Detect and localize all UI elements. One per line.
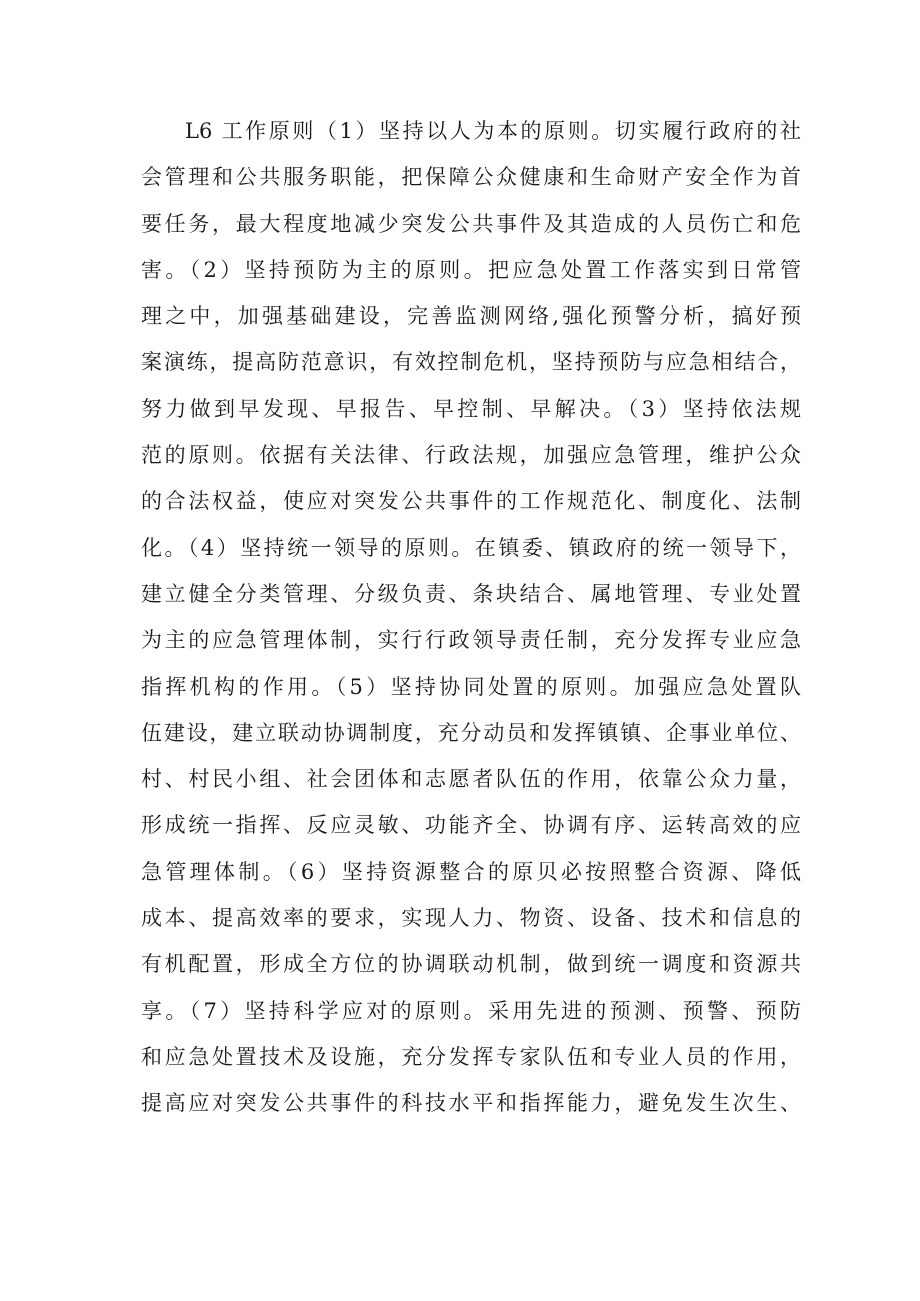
text-line: 化。（4）坚持统一领导的原则。在镇委、镇政府的统一领导下， <box>141 535 801 560</box>
text-line: 会管理和公共服务职能，把保障公众健康和生命财产安全作为首 <box>141 165 801 190</box>
text-line: 建立健全分类管理、分级负责、条块结合、属地管理、专业处置 <box>141 581 801 606</box>
text-line: 村、村民小组、社会团体和志愿者队伍的作用，依靠公众力量， <box>141 767 801 792</box>
text-line: 范的原则。依据有关法律、行政法规，加强应急管理，维护公众 <box>141 443 801 468</box>
text-line: 急管理体制。（6）坚持资源整合的原贝必按照整合资源、降低 <box>141 859 801 884</box>
text-line: 为主的应急管理体制，实行行政领导责任制，充分发挥专业应急 <box>141 628 801 653</box>
text-line: 案演练，提高防范意识，有效控制危机，坚持预防与应急相结合， <box>141 350 801 375</box>
text-line: 形成统一指挥、反应灵敏、功能齐全、协调有序、运转高效的应 <box>141 813 801 838</box>
text-line: 和应急处置技术及设施，充分发挥专家队伍和专业人员的作用， <box>141 1044 801 1069</box>
text-line: 理之中，加强基础建设，完善监测网络,强化预警分析，搞好预 <box>141 304 801 329</box>
text-line: 要任务，最大程度地减少突发公共事件及其造成的人员伤亡和危 <box>141 211 801 236</box>
text-line: 成本、提高效率的要求，实现人力、物资、设备、技术和信息的 <box>141 906 801 931</box>
body-paragraph <box>141 108 801 1127</box>
text-line: 提高应对突发公共事件的科技水平和指挥能力，避免发生次生、 <box>141 1091 801 1116</box>
text-line: 的合法权益，使应对突发公共事件的工作规范化、制度化、法制 <box>141 489 801 514</box>
text-line: 努力做到早发现、早报告、早控制、早解决。（3）坚持依法规 <box>141 396 801 421</box>
text-line: 害。（2）坚持预防为主的原则。把应急处置工作落实到日常管 <box>141 257 801 282</box>
text-line: 享。（7）坚持科学应对的原则。采用先进的预测、预警、预防 <box>141 998 801 1023</box>
text-line: 指挥机构的作用。（5）坚持协同处置的原则。加强应急处置队 <box>141 674 801 699</box>
text-line: 有机配置，形成全方位的协调联动机制，做到统一调度和资源共 <box>141 952 801 977</box>
text-line: L6 工作原则（1）坚持以人为本的原则。切实履行政府的社 <box>185 119 801 143</box>
text-line: 伍建设，建立联动协调制度，充分动员和发挥镇镇、企事业单位、 <box>141 720 801 745</box>
